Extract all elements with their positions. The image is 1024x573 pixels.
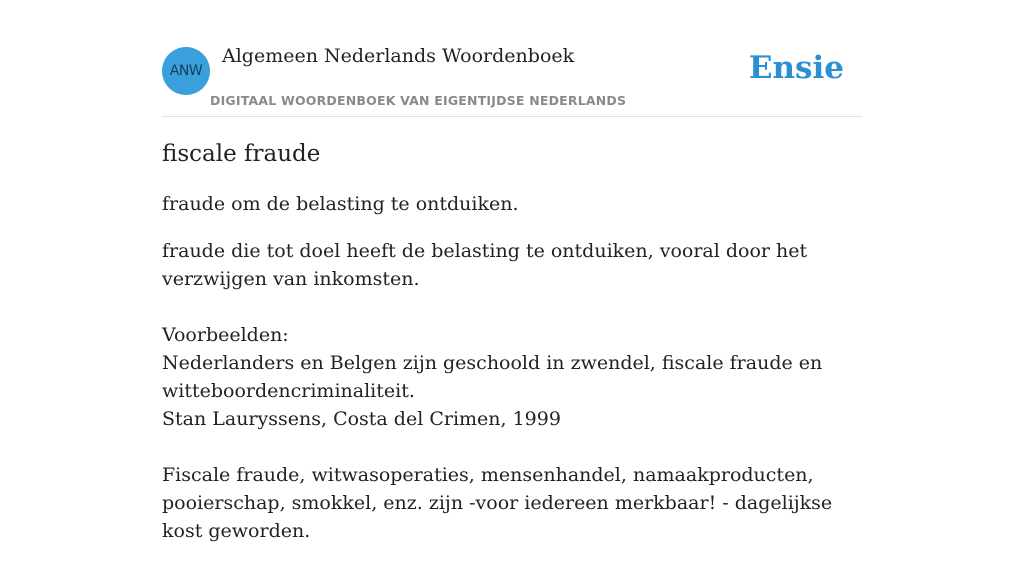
entry-content xyxy=(162,138,862,573)
entry-term: fiscale fraude xyxy=(162,141,321,167)
example-text: Fiscale fraude, witwasoperaties, mensenhandel, namaakproducten, pooierschap, smokkel, enz. zijn -voor iedereen merkbaar! - dagelijkse kost geworden. xyxy=(162,464,833,542)
short-definition: fraude om de belasting te ontduiken. xyxy=(162,193,519,215)
site-title[interactable]: Algemeen Nederlands Woordenboek xyxy=(222,45,575,67)
example-source: Stan Lauryssens, Costa del Crimen, 1999 xyxy=(162,408,561,430)
long-definition: fraude die tot doel heeft de belasting te ontduiken, vooral door het verzwijgen van inkomsten. xyxy=(162,240,808,290)
site-header xyxy=(162,0,862,117)
examples-label: Voorbeelden: xyxy=(162,324,289,346)
examples-section xyxy=(162,321,862,545)
example-text: Nederlanders en Belgen zijn geschoold in zwendel, fiscale fraude en witteboordencriminaliteit. xyxy=(162,352,823,402)
anw-logo[interactable]: ANW xyxy=(162,47,210,95)
example-item xyxy=(162,461,862,545)
ensie-brand-link[interactable]: Ensie xyxy=(748,50,844,86)
page xyxy=(162,0,862,542)
example-item xyxy=(162,349,862,433)
site-subtitle: DIGITAAL WOORDENBOEK VAN EIGENTIJDSE NEDERLANDS xyxy=(210,93,627,108)
